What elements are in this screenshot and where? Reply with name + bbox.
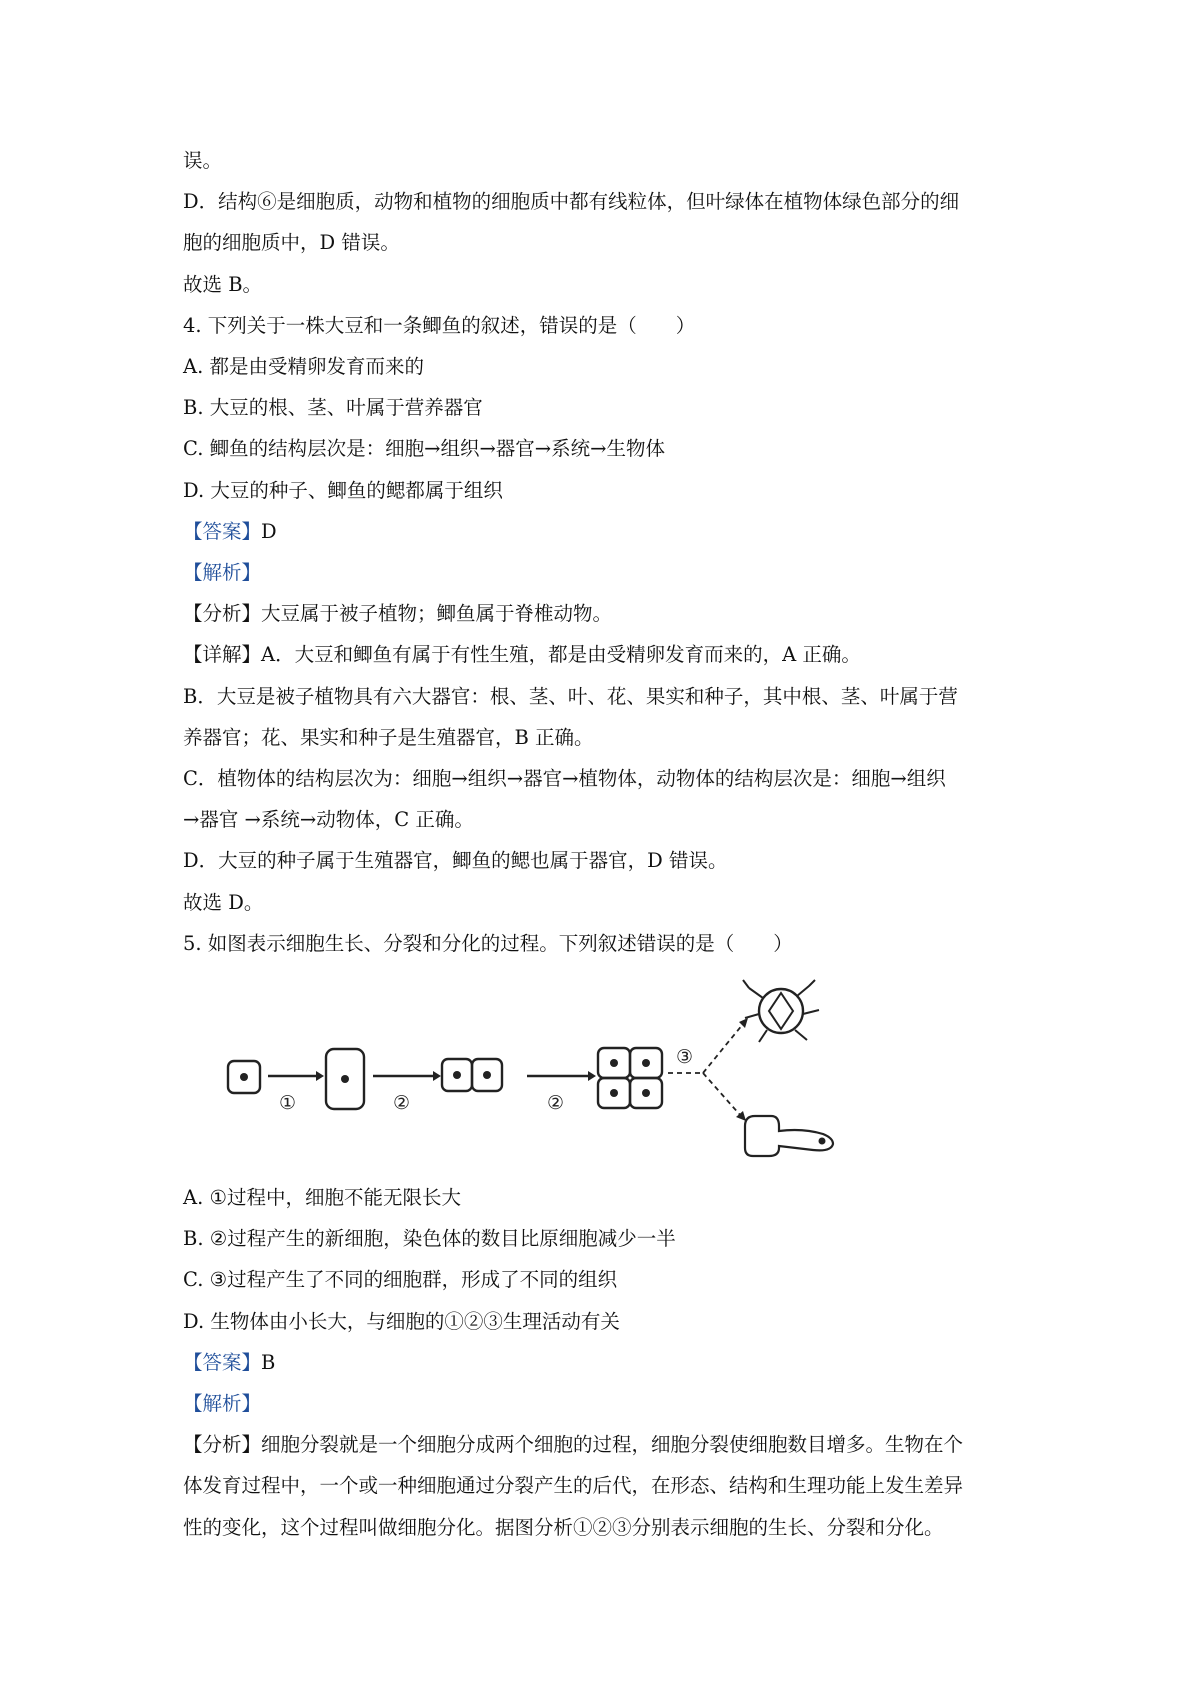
step-label-2b: ② [547, 1092, 565, 1115]
arrowhead-2 [433, 1071, 441, 1081]
text-line: 养器官；花、果实和种子是生殖器官，B 正确。 [183, 725, 594, 749]
question-4-analysis [183, 552, 1028, 593]
text-line: 性的变化，这个过程叫做细胞分化。据图分析①②③分别表示细胞的生长、分裂和分化。 [183, 1515, 944, 1539]
question-4-fenxi [183, 593, 1028, 634]
cell-process-figure [183, 966, 1028, 1171]
xiangjie-tag: 【详解】 [183, 643, 262, 667]
fenxi-tag: 【分析】 [183, 1433, 262, 1457]
question-4-option-c: C. 鲫鱼的结构层次是：细胞→组织→器官→系统→生物体 [183, 437, 665, 461]
dash-down [703, 1073, 741, 1116]
nucleus [610, 1059, 618, 1067]
star-cell-nucleus [769, 993, 793, 1029]
answer-value: B [261, 1350, 276, 1374]
question-4-option-b: B. 大豆的根、茎、叶属于营养器官 [183, 396, 483, 420]
text-line: 胞的细胞质中，D 错误。 [183, 231, 400, 255]
arrowhead-down [736, 1111, 746, 1121]
text-line: B．大豆是被子植物具有六大器官：根、茎、叶、花、果实和种子，其中根、茎、叶属于营 [183, 684, 958, 708]
cell-diagram-svg [183, 966, 1028, 1171]
question-5-option-b: B. ②过程产生的新细胞，染色体的数目比原细胞减少一半 [183, 1227, 676, 1251]
step-label-3: ③ [676, 1046, 694, 1069]
nucleus [341, 1075, 349, 1083]
answer-tag: 【答案】 [183, 519, 262, 543]
question-4-option-d: D. 大豆的种子、鲫鱼的鳃都属于组织 [183, 478, 503, 502]
fenxi-text: 细胞分裂就是一个细胞分成两个细胞的过程，细胞分裂使细胞数目增多。生物在个 [261, 1433, 964, 1457]
dash-up [703, 1024, 743, 1073]
question-4-stem: 4. 下列关于一株大豆和一条鲫鱼的叙述，错误的是（ ） [183, 313, 696, 337]
fenxi-text: 大豆属于被子植物；鲫鱼属于脊椎动物。 [261, 602, 613, 626]
nucleus [240, 1073, 248, 1081]
answer-tag: 【答案】 [183, 1350, 262, 1374]
text-line: 故选 B。 [183, 272, 263, 296]
question-5-answer [183, 1342, 1028, 1383]
analysis-tag: 【解析】 [183, 1392, 262, 1416]
question-4-option-a: A. 都是由受精卵发育而来的 [183, 355, 424, 379]
star-cell-body [759, 989, 803, 1033]
nucleus [483, 1071, 491, 1079]
answer-value: D [261, 519, 277, 543]
xiangjie-text: A．大豆和鲫鱼有属于有性生殖，都是由受精卵发育而来的，A 正确。 [261, 643, 861, 667]
step-label-2a: ② [393, 1092, 411, 1115]
question-5-fenxi [183, 1424, 1028, 1465]
nucleus [819, 1138, 826, 1145]
text-line: C．植物体的结构层次为：细胞→组织→器官→植物体，动物体的结构层次是：细胞→组织 [183, 767, 946, 791]
nucleus [610, 1089, 618, 1097]
question-4-xiangjie [183, 634, 1028, 675]
question-5-analysis [183, 1383, 1028, 1424]
fenxi-tag: 【分析】 [183, 602, 262, 626]
elongated-cell [745, 1116, 833, 1156]
page-content [183, 140, 1028, 1548]
text-line: 误。 [183, 149, 223, 172]
nucleus [642, 1059, 650, 1067]
analysis-tag: 【解析】 [183, 561, 262, 585]
question-5-option-d: D. 生物体由小长大，与细胞的①②③生理活动有关 [183, 1309, 620, 1333]
question-4-answer [183, 511, 1028, 552]
text-line: D．结构⑥是细胞质，动物和植物的细胞质中都有线粒体，但叶绿体在植物体绿色部分的细 [183, 190, 960, 214]
arrowhead-1 [316, 1071, 324, 1081]
arrowhead-up [739, 1018, 748, 1028]
question-5-option-c: C. ③过程产生了不同的细胞群，形成了不同的组织 [183, 1268, 618, 1292]
nucleus [453, 1071, 461, 1079]
arrowhead-3 [588, 1071, 596, 1081]
step-label-1: ① [279, 1092, 297, 1115]
text-line: D．大豆的种子属于生殖器官，鲫鱼的鳃也属于器官，D 错误。 [183, 849, 728, 873]
text-line: 故选 D。 [183, 890, 264, 914]
text-line: →器官 →系统→动物体，C 正确。 [183, 808, 474, 832]
text-line: 体发育过程中，一个或一种细胞通过分裂产生的后代，在形态、结构和生理功能上发生差异 [183, 1474, 964, 1498]
nucleus [642, 1089, 650, 1097]
question-5-stem: 5. 如图表示细胞生长、分裂和分化的过程。下列叙述错误的是（ ） [183, 931, 793, 955]
question-5-option-a: A. ①过程中，细胞不能无限长大 [183, 1186, 461, 1210]
